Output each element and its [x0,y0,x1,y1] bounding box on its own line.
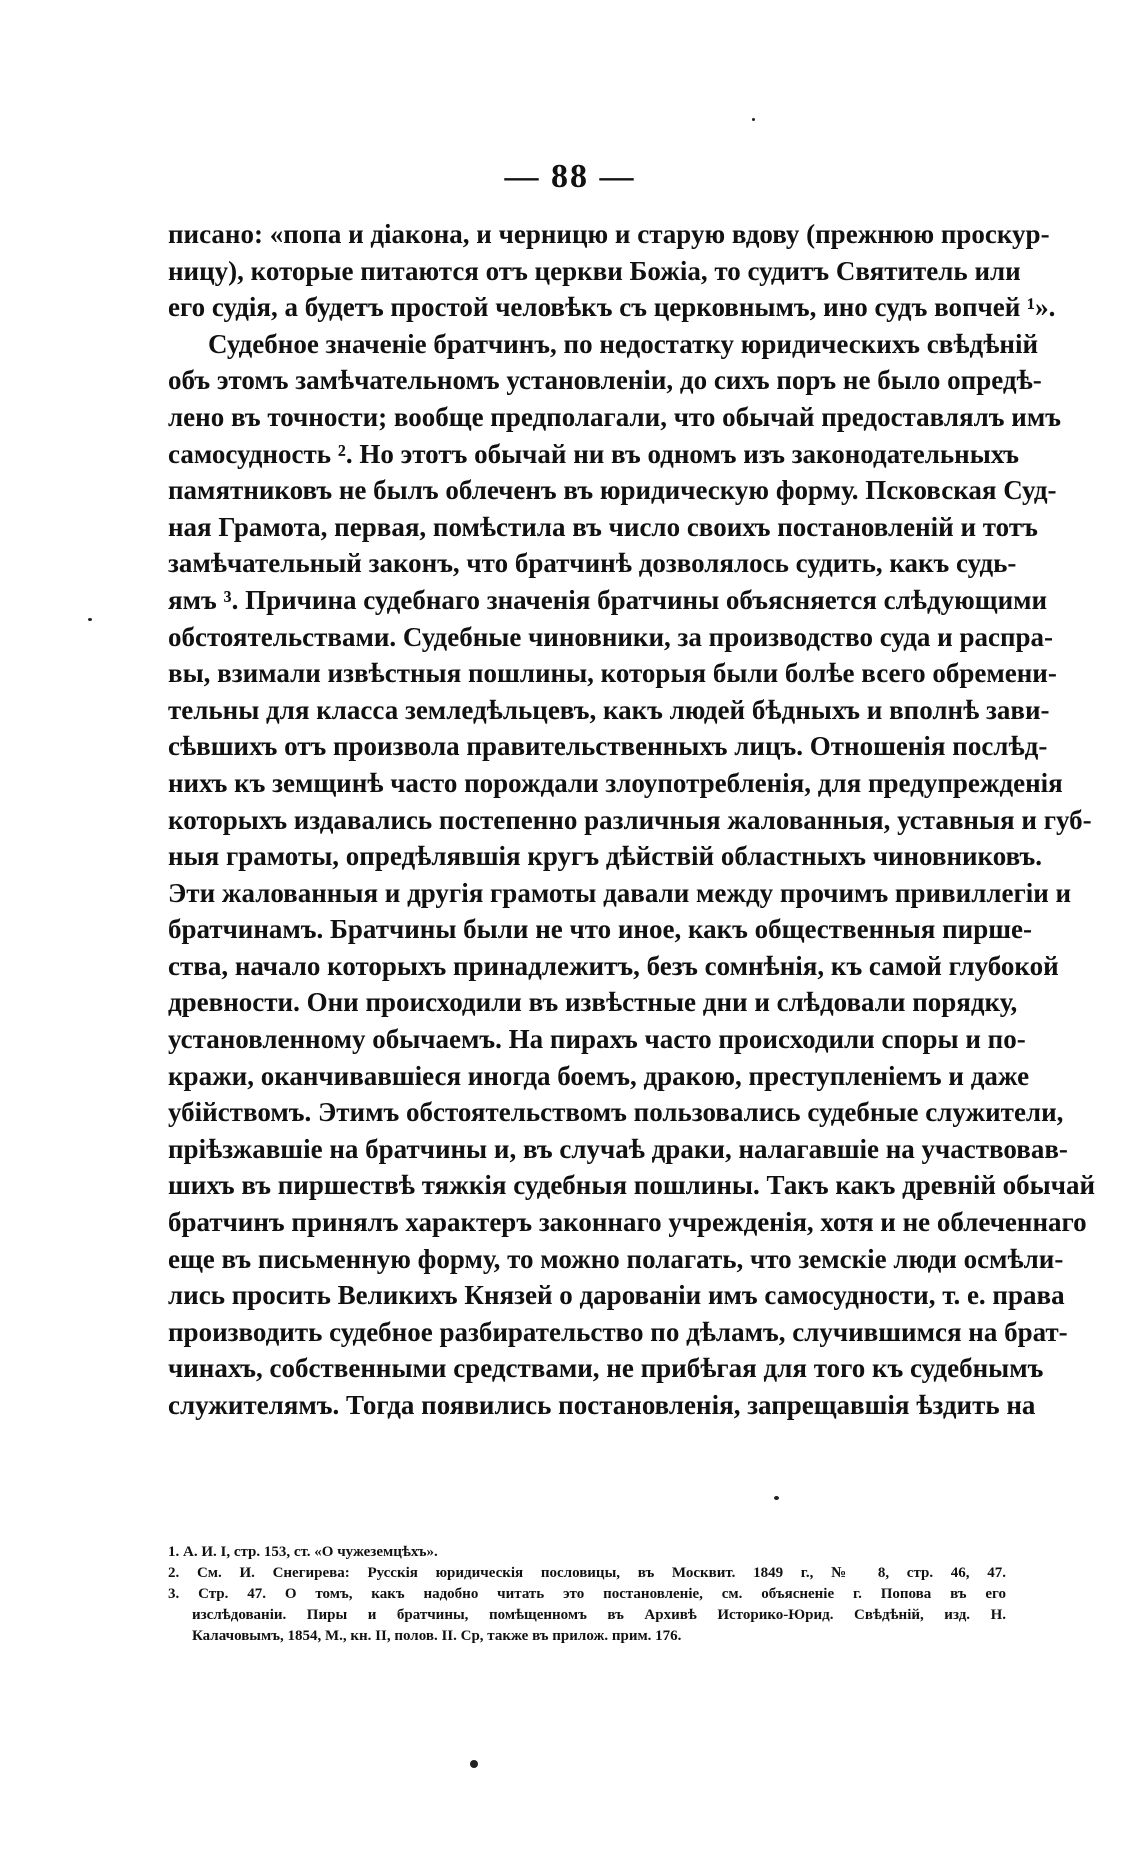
page-number: — 88 — [504,158,636,195]
body-line: самосудность ². Но этотъ обычай ни въ одномъ изъ законодательныхъ [168,438,1020,469]
footnote-line: 3. Стр. 47. О томъ, какъ надобно читать это постановленіе, см. объясненіе г. Попова въ его [168,1586,1006,1602]
body-line: пріѣзжавшіе на братчины и, въ случаѣ драки, налагавшіе на участвовав- [168,1133,1068,1164]
body-text [168,216,1096,1424]
body-line: нихъ къ земщинѣ часто порождали злоупотребленія, для предупрежденія [168,767,1063,798]
body-line: вы, взимали извѣстныя пошлины, которыя были болѣе всего обремени- [168,658,1057,689]
footnote-line: 2. См. И. Снегирева: Русскія юридическія пословицы, въ Москвит. 1849 г., № 8, стр. 46, 47. [168,1565,1006,1581]
body-line: обстоятельствами. Судебные чиновники, за производство суда и распра- [168,621,1054,652]
body-line: убійствомъ. Этимъ обстоятельствомъ пользовались судебные служители, [168,1097,1064,1128]
scan-speck [88,618,92,621]
body-line: еще въ письменную форму, то можно полагать, что земскіе люди осмѣли- [168,1243,1064,1274]
body-line: замѣчательный законъ, что братчинѣ дозволялось судить, какъ судь- [168,548,1017,579]
body-line: древности. Они происходили въ извѣстные дни и слѣдовали порядку, [168,987,1018,1018]
body-line: шихъ въ пиршествѣ тяжкія судебныя пошлины. Такъ какъ древній обычай [168,1170,1096,1201]
body-line: его судія, а будетъ простой человѣкъ съ церковнымъ, ино судъ вопчей ¹». [168,292,1056,323]
body-line: братчинамъ. Братчины были не что иное, какъ общественныя пирше- [168,914,1033,945]
body-line: ная Грамота, первая, помѣстила въ число своихъ постановленій и тотъ [168,511,1038,542]
body-line: чинахъ, собственными средствами, не прибѣгая для того къ судебнымъ [168,1353,1044,1384]
body-line: тельны для класса земледѣльцевъ, какъ людей бѣдныхъ и вполнѣ зави- [168,694,1050,725]
body-line: Эти жалованныя и другія грамоты давали между прочимъ привиллегіи и [168,877,1072,908]
body-line: ницу), которые питаются отъ церкви Божіа, то судитъ Святитель или [168,255,1021,286]
scan-speck [752,118,755,121]
body-line: ства, начало которыхъ принадлежитъ, безъ сомнѣнія, къ самой глубокой [168,950,1059,981]
body-line: объ этомъ замѣчательномъ установленіи, до сихъ поръ не было опредѣ- [168,365,1042,396]
scan-speck [774,1496,779,1500]
body-line: ныя грамоты, опредѣлявшія кругъ дѣйствій областныхъ чиновниковъ. [168,841,1042,872]
footnote-line: 1. А. И. I, стр. 153, ст. «О чужеземцѣхъ». [168,1544,438,1560]
body-line: служителямъ. Тогда появились постановленія, запрещавшія ѣздить на [168,1390,1036,1420]
body-line: кражи, оканчивавшіеся иногда боемъ, дракою, преступленіемъ и даже [168,1060,1030,1091]
footnote-line: изслѣдованіи. Пиры и братчины, помѣщенномъ въ Архивѣ Историко-Юрид. Свѣдѣній, изд. Н. [192,1607,1006,1623]
body-line: ямъ ³. Причина судебнаго значенія братчины объясняется слѣдующими [168,584,1048,615]
body-line: установленному обычаемъ. На пирахъ часто происходили споры и по- [168,1024,1026,1055]
body-line: Судебное значеніе братчинъ, по недостатку юридическихъ свѣдѣній [208,328,1039,359]
footnotes [168,1542,1006,1647]
body-line: братчинъ принялъ характеръ законнаго учрежденія, хотя и не облеченнаго [168,1207,1087,1238]
body-line: лено въ точности; вообще предполагали, что обычай предоставлялъ имъ [168,401,1061,432]
body-line: которыхъ издавались постепенно различныя жалованныя, уставныя и губ- [168,804,1092,835]
body-line: производить судебное разбирательство по дѣламъ, случившимся на брат- [168,1316,1068,1347]
body-line: памятниковъ не былъ облеченъ въ юридическую форму. Псковская Суд- [168,475,1057,506]
footnote-line: Калачовымъ, 1854, М., кн. II, полов. II. Ср, также въ прилож. прим. 176. [192,1628,682,1644]
body-line: лись просить Великихъ Князей о дарованіи имъ самосудности, т. е. права [168,1280,1065,1311]
body-line: писано: «попа и діакона, и черницю и старую вдову (прежнюю проскур- [168,219,1050,249]
scan-speck [470,1760,478,1768]
body-line: сѣвшихъ отъ произвола правительственныхъ лицъ. Отношенія послѣд- [168,731,1048,762]
